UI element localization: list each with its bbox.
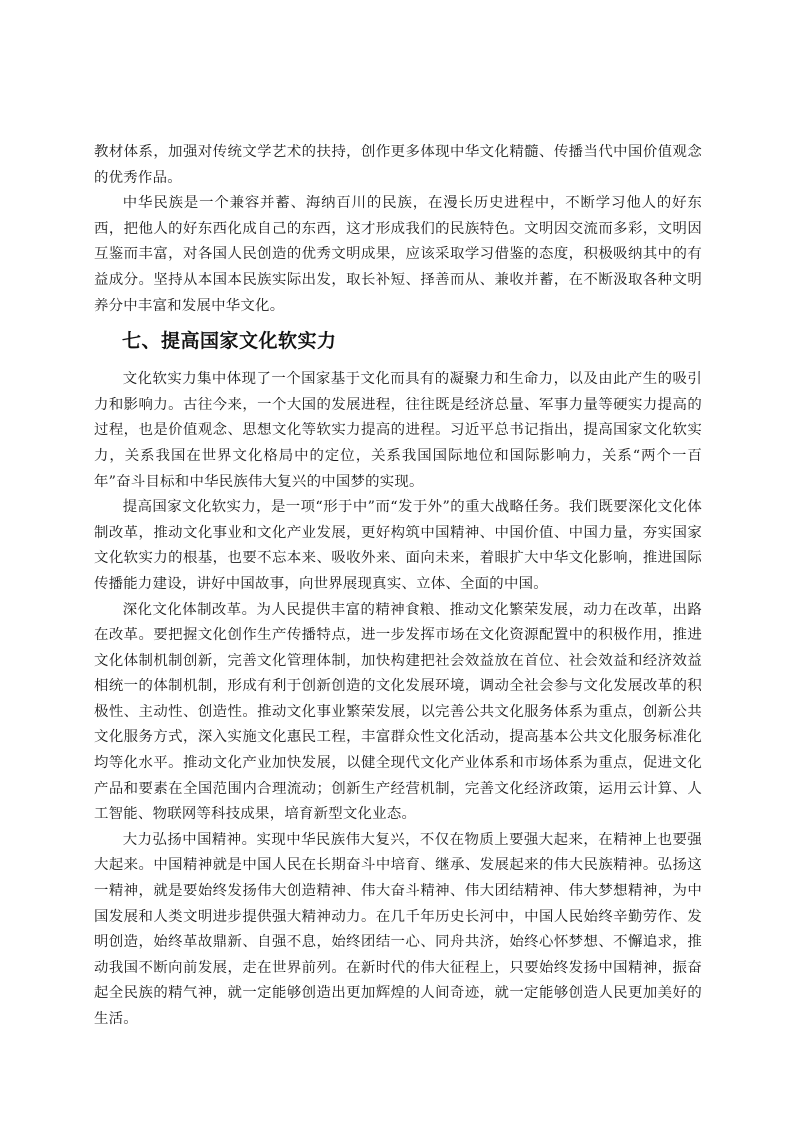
paragraph-system-reform: 深化文化体制改革。为人民提供丰富的精神食粮、推动文化繁荣发展，动力在改革，出路在改革。要把握文化创作生产传播特点，进一步发挥市场在文化资源配置中的积极作用，推进文化体制机制创新，完善文化管理体制，加快构建把社会效益放在首位、社会效益和经济效益相统一的体制机制，形成有利于创新创造的文化发展环境，调动全社会参与文化发展改革的积极性、主动性、创造性。推动文化事业繁荣发展，以完善公共文化服务体系为重点，创新公共文化服务方式，深入实施文化惠民工程，丰富群众性文化活动，提高基本公共文化服务标准化均等化水平。推动文化产业加快发展，以健全现代文化产业体系和市场体系为重点，促进文化产品和要素在全国范围内合理流动；创新生产经营机制，完善文化经济政策，运用云计算、人工智能、物联网等科技成果，培育新型文化业态。: [94, 601, 702, 823]
paragraph-continuation: 教材体系，加强对传统文学艺术的扶持，创作更多体现中华文化精髓、传播当代中国价值观念的优秀作品。: [94, 144, 702, 186]
paragraph-chinese-spirit: 大力弘扬中国精神。实现中华民族伟大复兴，不仅在物质上要强大起来，在精神上也要强大起来。中国精神就是中国人民在长期奋斗中培育、继承、发展起来的伟大民族精神。弘扬这一精神，就是要始终发扬伟大创造精神、伟大奋斗精神、伟大团结精神、伟大梦想精神，为中国发展和人类文明进步提供强大精神动力。在几千年历史长河中，中国人民始终辛勤劳作、发明创造，始终革故鼎新、自强不息，始终团结一心、同舟共济，始终心怀梦想、不懈追求，推动我国不断向前发展，走在世界前列。在新时代的伟大征程上，只要始终发扬中国精神，振奋起全民族的精气神，就一定能够创造出更加辉煌的人间奇迹，就一定能够创造人民更加美好的生活。: [94, 831, 702, 1027]
paragraph-cultural-exchange: 中华民族是一个兼容并蓄、海纳百川的民族，在漫长历史进程中，不断学习他人的好东西，把他人的好东西化成自己的东西，这才形成我们的民族特色。文明因交流而多彩，文明因互鉴而丰富，对各国人民创造的优秀文明成果，应该采取学习借鉴的态度，积极吸纳其中的有益成分。坚持从本国本民族实际出发，取长补短、择善而从、兼收并蓄，在不断汲取各种文明养分中丰富和发展中华文化。: [94, 195, 702, 314]
section-heading: 七、提高国家文化软实力: [122, 330, 337, 353]
paragraph-soft-power-intro: 文化软实力集中体现了一个国家基于文化而具有的凝聚力和生命力，以及由此产生的吸引力和影响力。古往今来，一个大国的发展进程，往往既是经济总量、军事力量等硬实力提高的过程，也是价值观念、思想文化等软实力提高的进程。习近平总书记指出，提高国家文化软实力，关系我国在世界文化格局中的定位，关系我国国际地位和国际影响力，关系“两个一百年”奋斗目标和中华民族伟大复兴的中国梦的实现。: [94, 371, 702, 490]
paragraph-strategic-task: 提高国家文化软实力，是一项“形于中”而“发于外”的重大战略任务。我们既要深化文化体制改革，推动文化事业和文化产业发展，更好构筑中国精神、中国价值、中国力量，夯实国家文化软实力的根基，也要不忘本来、吸收外来、面向未来，着眼扩大中华文化影响，推进国际传播能力建设，讲好中国故事，向世界展现真实、立体、全面的中国。: [94, 499, 702, 592]
document-page: [94, 140, 702, 1033]
